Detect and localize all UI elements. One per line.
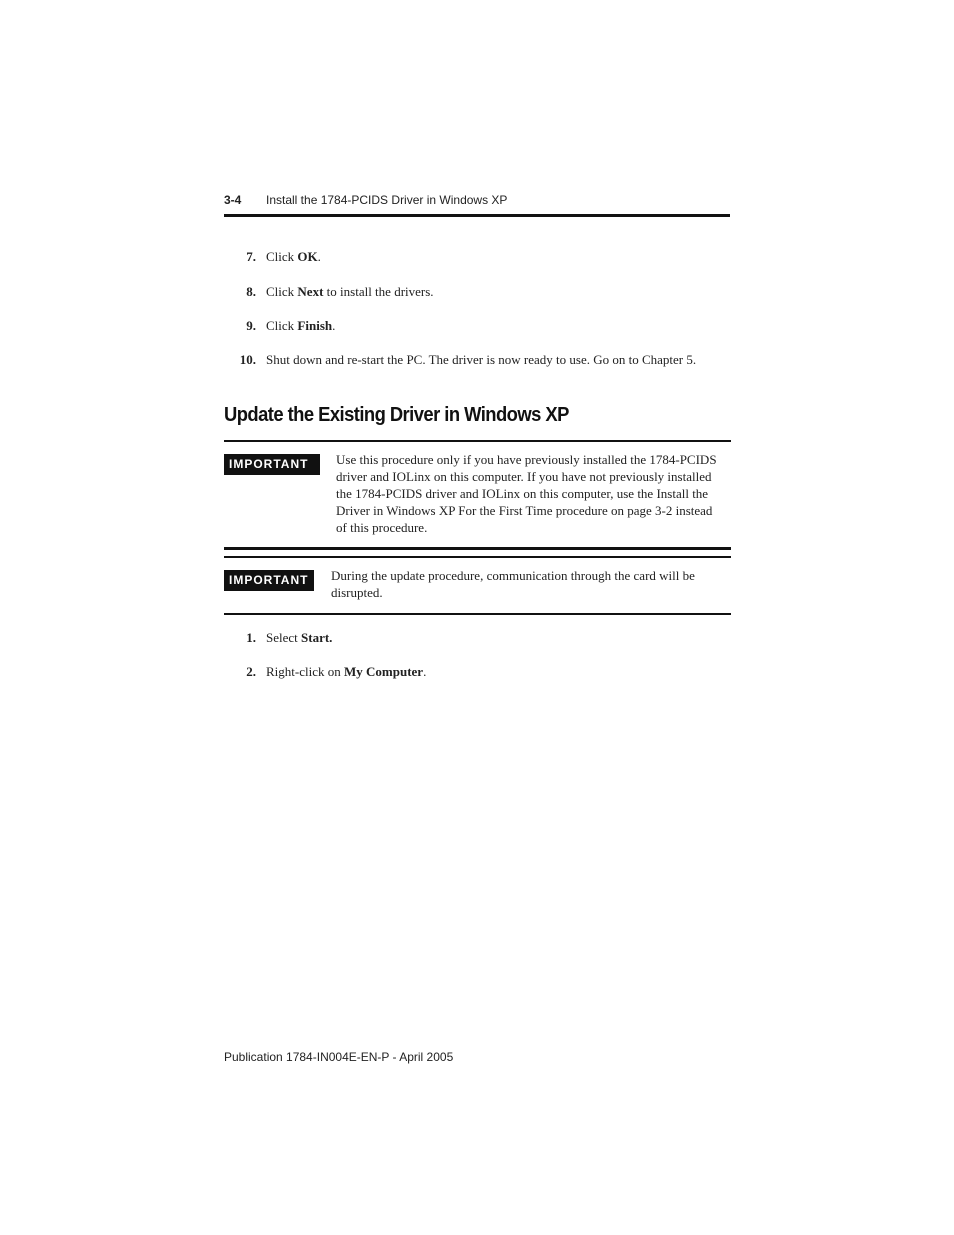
step-text: Shut down and re-start the PC. The driver is now ready to use. Go on to Chapter 5. xyxy=(266,352,697,367)
step-text: Click OK. xyxy=(266,249,321,264)
running-header-title: Install the 1784-PCIDS Driver in Windows XP xyxy=(266,193,508,207)
important-badge: IMPORTANT xyxy=(224,454,320,475)
publication-footer: Publication 1784-IN004E-EN-P - April 2005 xyxy=(224,1050,454,1064)
note-top-rule xyxy=(224,556,731,558)
step-number: 8. xyxy=(246,284,256,299)
step-number: 7. xyxy=(246,249,256,264)
step-number: 2. xyxy=(246,664,256,679)
step-text: Select Start. xyxy=(266,630,333,645)
header-rule xyxy=(224,214,730,217)
step-number: 9. xyxy=(246,318,256,333)
page-number: 3-4 xyxy=(224,193,242,207)
important-note-text: Use this procedure only if you have previously installed the 1784-PCIDS driver and IOLinx on this computer. If you have not previously installed the 1784-PCIDS driver and IOLinx on this computer, use the Install the Driver in Windows XP For the First Time procedure on page 3-2 instead of this procedure. xyxy=(336,452,717,535)
note-bottom-rule xyxy=(224,613,731,615)
step-number: 1. xyxy=(246,630,256,645)
important-badge: IMPORTANT xyxy=(224,570,314,591)
note-top-rule xyxy=(224,440,731,442)
important-note-text: During the update procedure, communication through the card will be disrupted. xyxy=(331,568,695,600)
step-text: Right-click on My Computer. xyxy=(266,664,427,679)
step-number: 10. xyxy=(239,352,256,367)
step-text: Click Finish. xyxy=(266,318,336,333)
note-bottom-rule xyxy=(224,547,731,550)
section-heading: Update the Existing Driver in Windows XP xyxy=(224,404,569,426)
step-text: Click Next to install the drivers. xyxy=(266,284,434,299)
